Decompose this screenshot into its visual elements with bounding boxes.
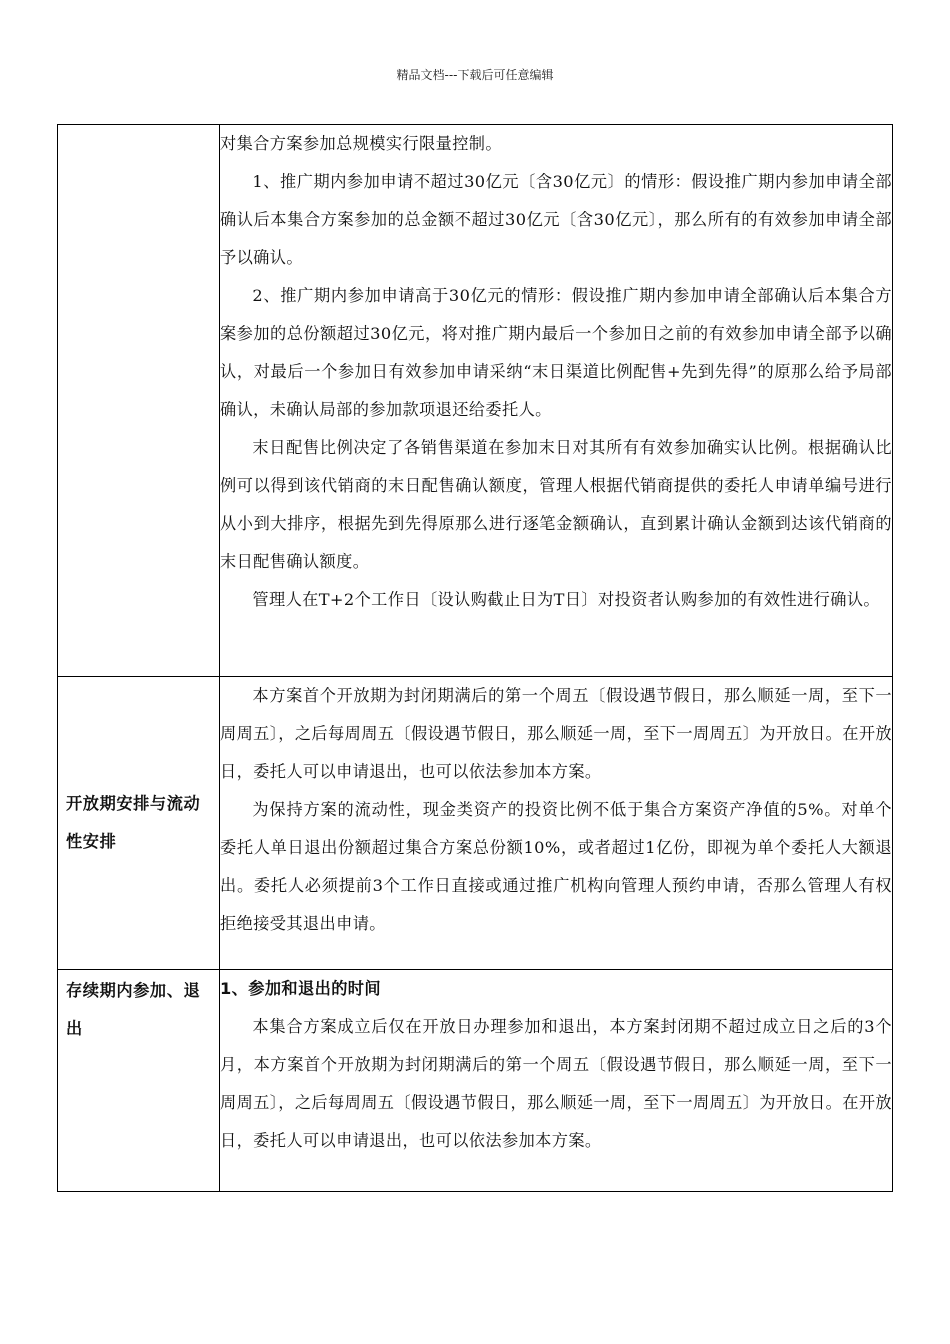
row-label: 存续期内参加、退出 (66, 981, 201, 1038)
table-row (58, 677, 893, 970)
paragraph: 本方案首个开放期为封闭期满后的第一个周五〔假设遇节假日，那么顺延一周，至下一周周五〕，之后每周周五〔假设遇节假日，那么顺延一周，至下一周周五〕为开放日。在开放日，委托人可以申请退出，也可以依法参加本方案。 (220, 686, 892, 781)
row-label-cell (58, 677, 220, 970)
table-row (58, 970, 893, 1192)
paragraph: 2、推广期内参加申请高于30亿元的情形：假设推广期内参加申请全部确认后本集合方案参加的总份额超过30亿元，将对推广期内最后一个参加日之前的有效参加申请全部予以确认，对最后一个参加日有效参加申请采纳“末日渠道比例配售+先到先得”的原那么给予局部确认，未确认局部的参加款项退还给委托人。 (220, 286, 892, 419)
row-content-cell (220, 125, 893, 677)
document-table (57, 124, 893, 1192)
table-row (58, 125, 893, 677)
row-content-cell (220, 677, 893, 970)
section-heading: 1、参加和退出的时间 (220, 979, 381, 998)
row-content-cell (220, 970, 893, 1192)
row-label: 开放期安排与流动性安排 (66, 794, 201, 851)
paragraph: 管理人在T+2个工作日〔设认购截止日为T日〕对投资者认购参加的有效性进行确认。 (252, 590, 881, 609)
paragraph: 为保持方案的流动性，现金类资产的投资比例不低于集合方案资产净值的5%。对单个委托人单日退出份额超过集合方案总份额10%，或者超过1亿份，即视为单个委托人大额退出。委托人必须提前3个工作日直接或通过推广机构向管理人预约申请，否那么管理人有权拒绝接受其退出申请。 (220, 800, 892, 933)
paragraph: 对集合方案参加总规模实行限量控制。 (220, 134, 502, 153)
row-label-cell (58, 970, 220, 1192)
row-label-cell (58, 125, 220, 677)
paragraph: 1、推广期内参加申请不超过30亿元〔含30亿元〕的情形：假设推广期内参加申请全部确认后本集合方案参加的总金额不超过30亿元〔含30亿元〕，那么所有的有效参加申请全部予以确认。 (220, 172, 892, 267)
paragraph: 末日配售比例决定了各销售渠道在参加末日对其所有有效参加确实认比例。根据确认比例可以得到该代销商的末日配售确认额度，管理人根据代销商提供的委托人申请单编号进行从小到大排序，根据先到先得原那么进行逐笔金额确认，直到累计确认金额到达该代销商的末日配售确认额度。 (220, 438, 892, 571)
paragraph: 本集合方案成立后仅在开放日办理参加和退出，本方案封闭期不超过成立日之后的3个月，本方案首个开放期为封闭期满后的第一个周五〔假设遇节假日，那么顺延一周，至下一周周五〕，之后每周周五〔假设遇节假日，那么顺延一周，至下一周周五〕为开放日。在开放日，委托人可以申请退出，也可以依法参加本方案。 (220, 1017, 892, 1150)
page-header: 精品文档---下载后可任意编辑 (396, 68, 554, 82)
